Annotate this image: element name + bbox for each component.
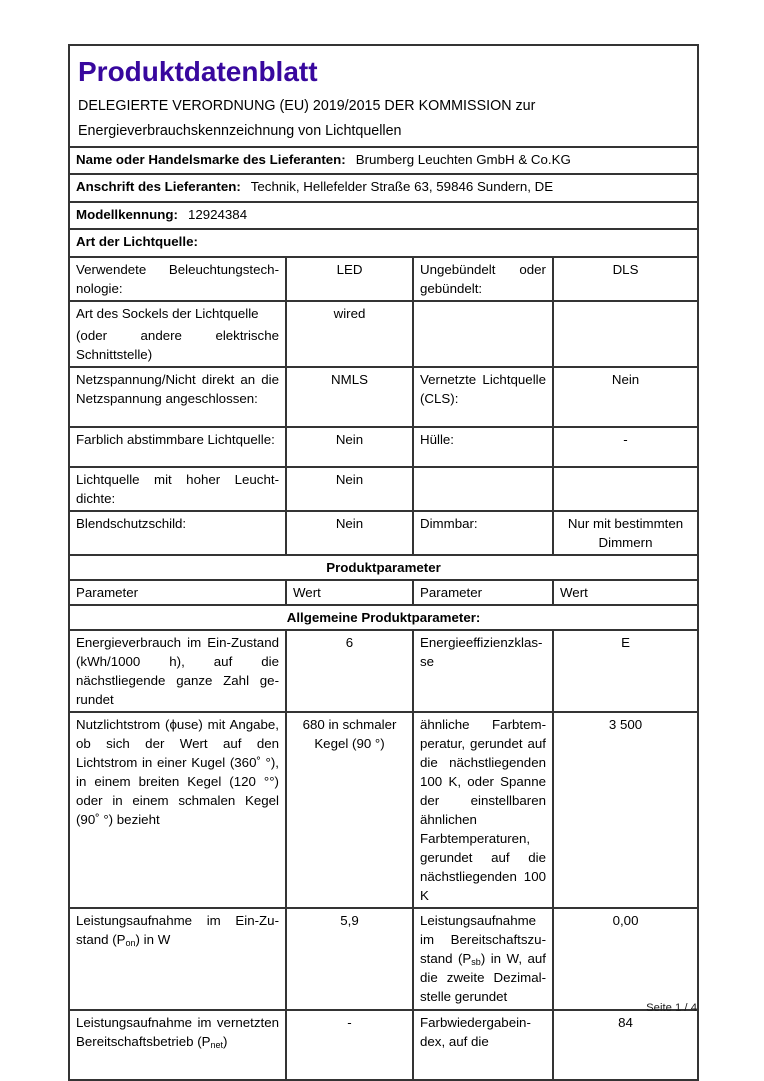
param-line-2: (oder andere elektrische Schnittstelle) <box>76 328 279 362</box>
model-value: 12924384 <box>187 207 248 222</box>
column-header-row <box>69 580 698 605</box>
subsection-title: Allgemeine Produktparameter: <box>69 605 698 630</box>
param-cell: Nutzlichtstrom (ϕuse) mit Angabe, ob sich der Wert auf den Lichtstrom in einer Kugel (360˚ °), in einem breiten Kegel (120 °°) oder in einem schmalen Kegel (90˚ °) bezieht <box>69 712 286 908</box>
supplier-value: Brumberg Leuchten GmbH & Co.KG <box>355 152 571 167</box>
value-cell: Nein <box>553 367 698 427</box>
value-cell: 0,00 <box>553 908 698 1010</box>
param-line-1: Art des Sockels der Lichtquelle <box>76 306 259 321</box>
param-cell: Vernetzte Lichtquelle (CLS): <box>413 367 553 427</box>
value-cell: Nein <box>286 427 413 467</box>
param-cell: Farblich abstimmbare Lichtquelle: <box>69 427 286 467</box>
param-text: Leistungsaufnahme im Bereitschaftszustand (P <box>420 913 546 966</box>
value-cell: Nur mit bestimmten Dimmern <box>553 511 698 555</box>
table-row <box>69 257 698 301</box>
header-cell <box>69 45 698 147</box>
subsection-title-row <box>69 605 698 630</box>
type-section-label: Art der Lichtquelle: <box>76 234 198 249</box>
value-cell: LED <box>286 257 413 301</box>
table-row <box>69 367 698 427</box>
value-cell: 3 500 <box>553 712 698 908</box>
param-cell: Ungebündelt oder gebündelt: <box>413 257 553 301</box>
type-section-row <box>69 229 698 257</box>
regulation-line-2: Energieverbrauchskennzeichnung von Lichtquellen <box>78 123 402 139</box>
value-cell: 6 <box>286 630 413 712</box>
param-cell <box>413 908 553 1010</box>
value-cell: 84 <box>553 1010 698 1080</box>
param-cell <box>69 908 286 1010</box>
value-cell: 5,9 <box>286 908 413 1010</box>
address-cell <box>69 174 698 202</box>
subscript: net <box>210 1040 224 1050</box>
value-cell: 680 in schmaler Kegel (90 °) <box>286 712 413 908</box>
subscript: on <box>125 938 136 948</box>
section-title: Produktparameter <box>69 555 698 580</box>
header-row <box>69 45 698 147</box>
page-title: Produktdatenblatt <box>78 56 318 87</box>
param-text: Leistungsaufnahme im vernetzten Bereitschaftsbetrieb (P <box>76 1015 279 1049</box>
address-label: Anschrift des Lieferanten: <box>76 179 241 194</box>
table-row <box>69 301 698 367</box>
type-section-cell <box>69 229 698 257</box>
value-cell-empty <box>553 301 698 367</box>
param-cell-empty <box>413 467 553 511</box>
table-row <box>69 712 698 908</box>
param-cell-empty <box>413 301 553 367</box>
supplier-label: Name oder Handelsmarke des Lieferanten: <box>76 152 346 167</box>
param-cell <box>69 301 286 367</box>
param-text: ) in W <box>135 932 171 947</box>
value-cell: - <box>286 1010 413 1080</box>
column-header: Wert <box>553 580 698 605</box>
table-row <box>69 511 698 555</box>
address-value: Technik, Hellefelder Straße 63, 59846 Sundern, DE <box>250 179 554 194</box>
param-cell: ähnliche Farbtemperatur, gerundet auf die nächstliegenden 100 K, oder Spanne der einstellbaren ähnlichen Farbtemperaturen, gerundet auf die nächstliegenden 100 K <box>413 712 553 908</box>
datasheet-table <box>68 44 699 1081</box>
regulation-line-1: DELEGIERTE VERORDNUNG (EU) 2019/2015 DER KOMMISSION zur <box>78 98 536 114</box>
param-cell <box>69 1010 286 1080</box>
supplier-row <box>69 147 698 174</box>
param-cell: Energieeffizienzklasse <box>413 630 553 712</box>
param-cell: Dimmbar: <box>413 511 553 555</box>
param-cell: Verwendete Beleuchtungstechnologie: <box>69 257 286 301</box>
value-cell-empty <box>553 467 698 511</box>
param-text: ) <box>223 1034 228 1049</box>
value-cell: wired <box>286 301 413 367</box>
value-cell: Nein <box>286 467 413 511</box>
model-label: Modellkennung: <box>76 207 178 222</box>
page-number: Seite 1 / 4 <box>646 1002 697 1014</box>
model-row <box>69 202 698 229</box>
value-cell: DLS <box>553 257 698 301</box>
param-text: ) in W, auf die zweite Dezimalstelle gerundet <box>420 951 546 1004</box>
param-cell: Energieverbrauch im Ein-Zustand (kWh/1000 h), auf die nächstliegende ganze Zahl gerundet <box>69 630 286 712</box>
param-cell: Hülle: <box>413 427 553 467</box>
column-header: Wert <box>286 580 413 605</box>
table-row <box>69 467 698 511</box>
supplier-cell <box>69 147 698 174</box>
value-cell: NMLS <box>286 367 413 427</box>
param-cell: Farbwiedergabeindex, auf die <box>413 1010 553 1080</box>
subscript: sb <box>471 957 481 967</box>
address-row <box>69 174 698 202</box>
param-cell: Lichtquelle mit hoher Leuchtdichte: <box>69 467 286 511</box>
model-cell <box>69 202 698 229</box>
table-row <box>69 908 698 1010</box>
param-cell: Netzspannung/Nicht direkt an die Netzspannung angeschlossen: <box>69 367 286 427</box>
column-header: Parameter <box>69 580 286 605</box>
column-header: Parameter <box>413 580 553 605</box>
section-title-row <box>69 555 698 580</box>
param-cell: Blendschutzschild: <box>69 511 286 555</box>
value-cell: E <box>553 630 698 712</box>
table-row <box>69 427 698 467</box>
value-cell: - <box>553 427 698 467</box>
value-cell: Nein <box>286 511 413 555</box>
table-row <box>69 1010 698 1080</box>
table-row <box>69 630 698 712</box>
param-text: Leistungsaufnahme im Ein-Zustand (P <box>76 913 279 947</box>
